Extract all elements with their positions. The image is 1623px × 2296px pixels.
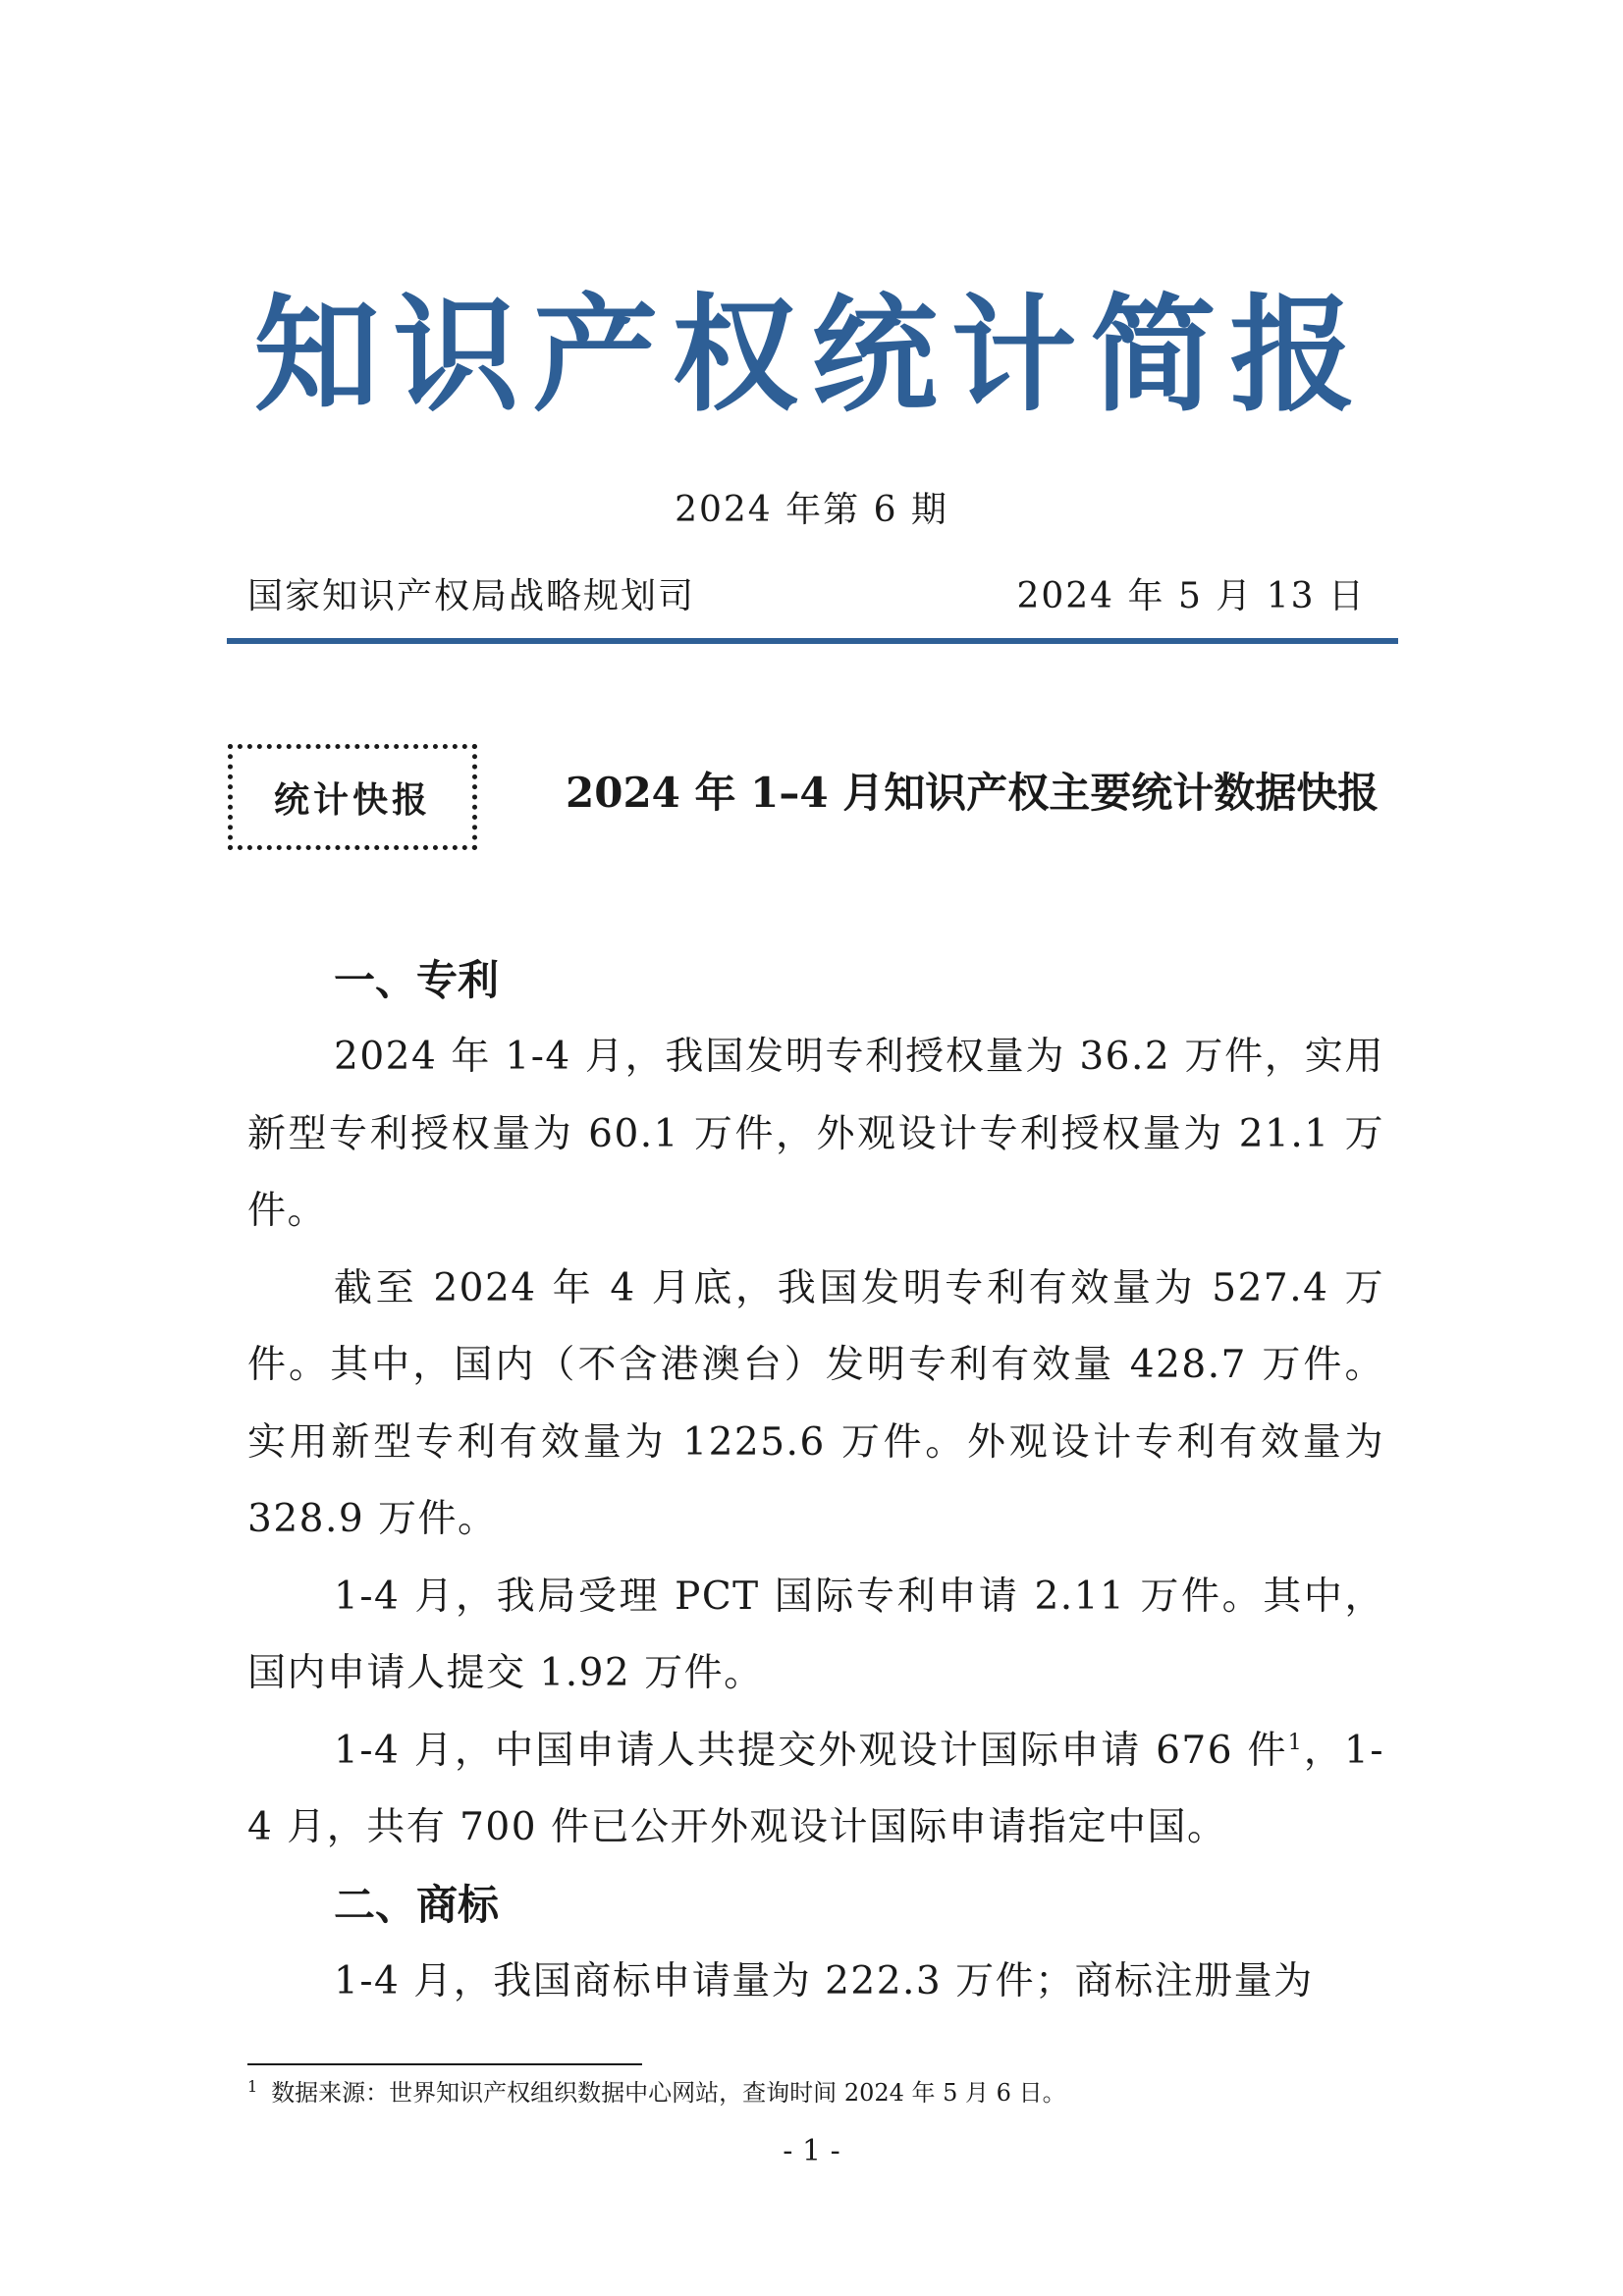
paragraph-design-text-2: ，1-4 月，共有 700 件已公开外观设计国际申请指定中国。: [247, 1728, 1384, 1849]
issue-number: 2024 年第 6 期: [675, 490, 948, 530]
footnote-text: 数据来源：世界知识产权组织数据中心网站，查询时间 2024 年 5 月 6 日。: [271, 2079, 1066, 2107]
footnote: [247, 2075, 1066, 2110]
paragraph-patent-valid: 截至 2024 年 4 月底，我国发明专利有效量为 527.4 万件。其中，国内（不含港澳台）发明专利有效量 428.7 万件。实用新型专利有效量为 1225.6 万件。外观设计专利有效量为 328.9 万件。: [247, 1265, 1384, 1541]
page-number: - 1 -: [783, 2134, 840, 2168]
section-heading-trademark: 二、商标: [334, 1880, 500, 1929]
footnote-divider: [247, 2063, 642, 2065]
masthead-title: 知识产权统计简报: [253, 282, 1370, 429]
paragraph-design-international: [247, 1713, 1384, 1867]
footnote-number: 1: [247, 2077, 258, 2096]
section-heading-patent: 一、专利: [334, 956, 500, 1004]
paragraph-trademark: 1-4 月，我国商标申请量为 222.3 万件；商标注册量为: [334, 1958, 1314, 2003]
header-divider: [227, 638, 1398, 644]
publication-date: 2024 年 5 月 13 日: [1016, 576, 1366, 616]
report-badge: 统计快报: [228, 744, 477, 850]
main-content: [247, 942, 1384, 2020]
paragraph-pct: 1-4 月，我局受理 PCT 国际专利申请 2.11 万件。其中，国内申请人提交 1.92 万件。: [247, 1574, 1384, 1695]
paragraph-design-text-1: 1-4 月，中国申请人共提交外观设计国际申请 676 件: [334, 1728, 1288, 1773]
footnote-reference[interactable]: 1: [1287, 1730, 1304, 1755]
report-title: 2024 年 1–4 月知识产权主要统计数据快报: [566, 769, 1380, 817]
paragraph-patent-grants: 2024 年 1-4 月，我国发明专利授权量为 36.2 万件，实用新型专利授权量为 60.1 万件，外观设计专利授权量为 21.1 万件。: [247, 1035, 1384, 1233]
department-name: 国家知识产权局战略规划司: [247, 576, 696, 616]
